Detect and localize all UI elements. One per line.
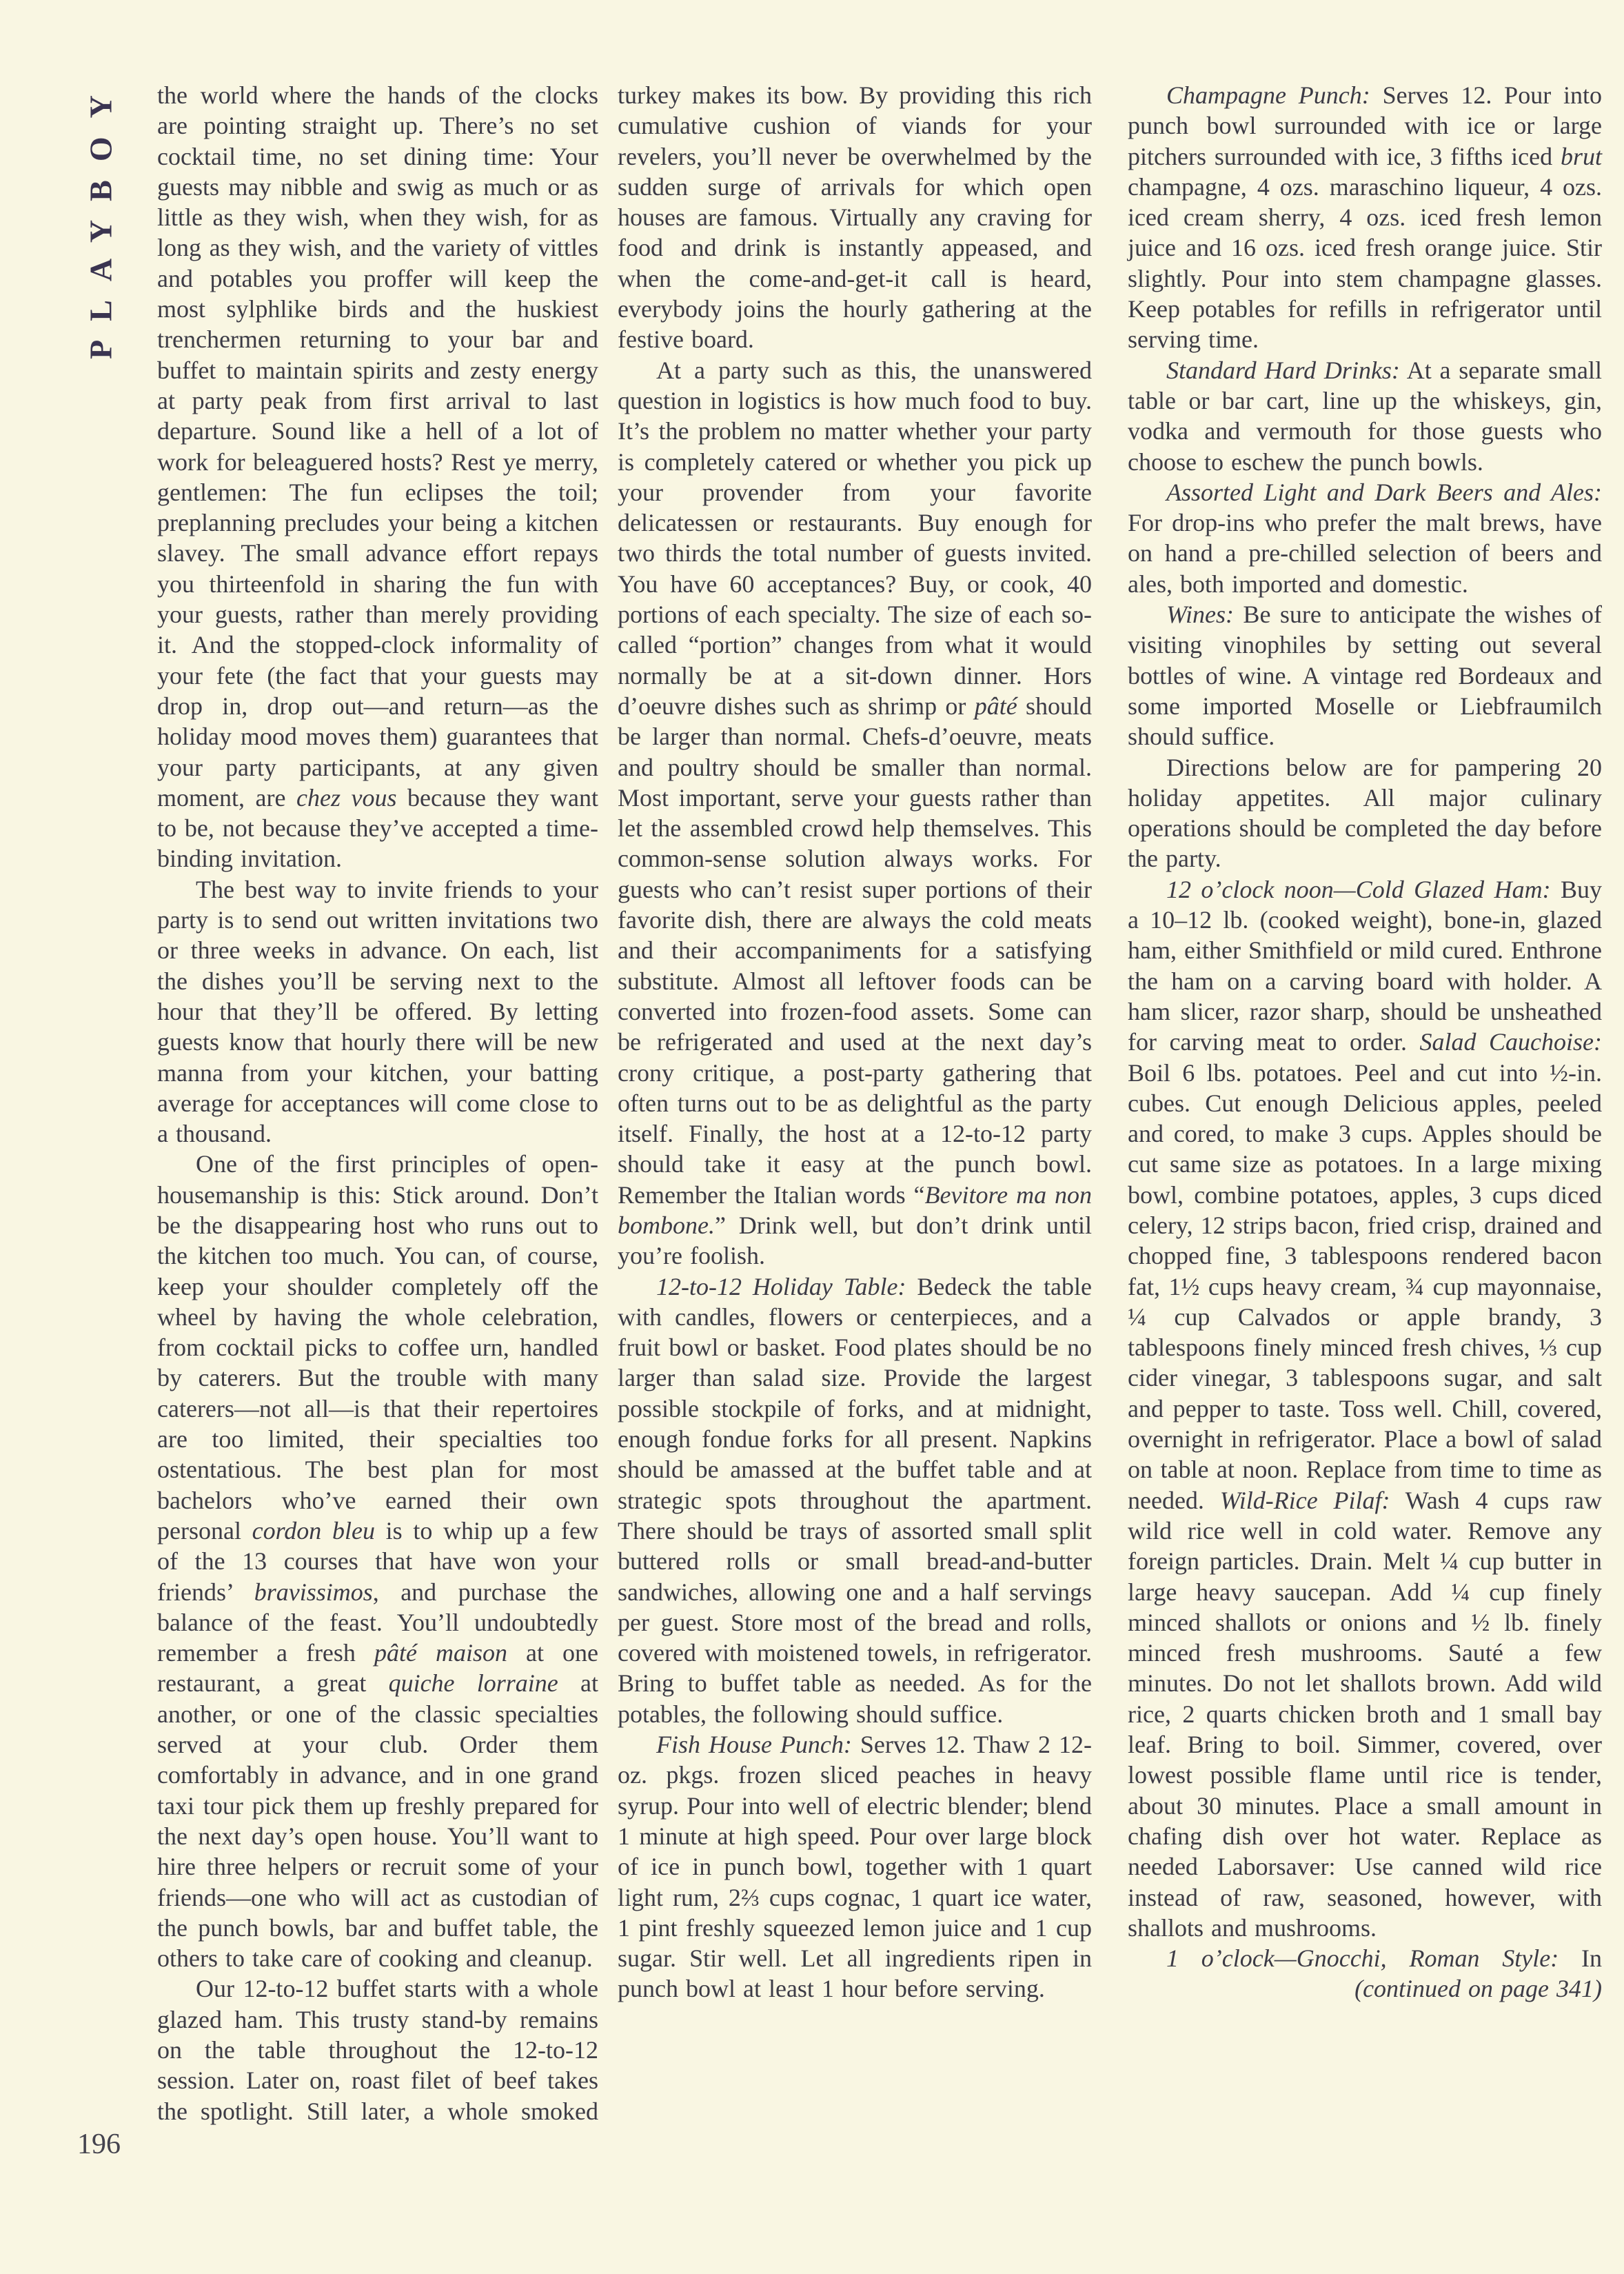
paragraph [1128, 1943, 1602, 1973]
italic-text-run: bravissimos [254, 1578, 373, 1606]
italic-text-run: quiche lorraine [388, 1669, 558, 1698]
text-run: the world where the hands of the clocks are pointing straight up. There’s no set cocktail time, no set dining time: Your guests may nibble and swig as much or as little as they wish, when they wish, for as long as they wish, and the variety of vittles and potables you proffer will keep the most sylphlike birds and the huskiest trenchermen returning to your bar and buffet to maintain spirits and zesty energy at party peak from first arrival to last departure. Sound like a hell of a lot of work for beleaguered hosts? Rest ye merry, gentlemen: The fun eclipses the toil; preplanning precludes your being a kitchen slavey. The small advance effort repays you thirteenfold in sharing the fun with your guests, rather than merely providing it. And the stopped-clock informality of your fete (the fact that your guests may drop in, drop out—and return—as the holiday mood moves them) guarantees that your party participants, at any given moment, are [157, 81, 598, 812]
magazine-spine-title: PLAYBOY [83, 77, 119, 359]
paragraph [618, 80, 1092, 355]
text-run: at one restaurant, a great [157, 1639, 599, 1698]
italic-text-run: chez vous [296, 783, 397, 812]
paragraph [157, 80, 598, 874]
article-text [157, 80, 1602, 2126]
paragraph [618, 1729, 1092, 2004]
text-run: The best way to invite friends to your party is to send out written invitations two or three weeks in advance. On each, list the dishes you’ll be serving next to the hour that they’ll be offered. By letting guests know that hourly there will be new manna from your kitchen, your batting average for acceptances will come close to a thousand. [157, 875, 598, 1148]
text-run: Bedeck the table with candles, flowers or centerpieces, and a fruit bowl or basket. Food plates should be no larger than salad size. Provide the largest possible stockpile of forks, and at midnight, enough fondue forks for all present. Napkins should be amassed at the buffet table and at strategic spots throughout the apartment. There should be trays of assorted small split buttered rolls or small bread-and-butter sandwiches, allowing one and a half servings per guest. Store most of the bread and rolls, covered with moistened towels, in refrigerator. Bring to buffet table as needed. As for the potables, the following should suffice. [618, 1272, 1092, 1728]
paragraph [618, 1271, 1092, 1729]
paragraph [157, 1973, 598, 2126]
paragraph [618, 355, 1092, 1271]
text-run: Serves 12. Pour into punch bowl surrounded with ice or large pitchers surrounded with ice, 3 fifths iced [1128, 81, 1602, 170]
italic-text-run: brut [1560, 142, 1602, 170]
text-column-1 [157, 80, 598, 2126]
italic-text-run: pâté maison [374, 1639, 507, 1667]
italic-text-run: Wild-Rice Pilaf: [1219, 1486, 1390, 1514]
italic-text-run: (continued on page 341) [1354, 1975, 1602, 2003]
italic-text-run: Fish House Punch: [656, 1731, 852, 1759]
text-run: champagne, 4 ozs. maraschino liqueur, 4 ozs. iced cream sherry, 4 ozs. iced fresh lemon juice and 16 ozs. iced fresh orange juice. Stir slightly. Pour into stem champagne glasses. Keep potables for refills in refrigerator until serving time. [1128, 172, 1602, 354]
text-run: Our 12-to-12 buffet starts with a whole glazed ham. This trusty stand-by remains on the table throughout the 12-to-12 session. Later on, roast filet of beef takes the spotlight. Still later, a whole smoked [157, 1975, 598, 2125]
italic-text-run: Standard Hard Drinks: [1166, 356, 1400, 384]
text-run: Be sure to anticipate the wishes of visiting vinophiles by setting out several bottles of wine. A vintage red Bordeaux and some imported Moselle or Liebfraumilch should suffice. [1128, 601, 1602, 751]
text-run: For drop-ins who prefer the malt brews, have on hand a pre-chilled selection of beers and ales, both imported and domestic. [1128, 509, 1602, 598]
paragraph [1128, 752, 1602, 874]
text-run: because they want to be, not because they’ve accepted a time-binding invitation. [157, 783, 598, 873]
text-run: should be larger than normal. Chefs-d’oeuvre, meats and poultry should be smaller than normal. Most important, serve your guests rather than let the assembled crowd help themselves. This common-sense solution always works. For guests who can’t resist super portions of their favorite dish, there are always the cold meats and their accompaniments for a satisfying substitute. Almost all leftover foods can be converted into frozen-food assets. Some can be refrigerated and used at the next day’s crony critique, a post-party gathering that often turns out to be as delightful as the party itself. Finally, the host at a 12-to-12 party should take it easy at the punch bowl. Remember the Italian words “ [618, 692, 1092, 1209]
italic-text-run: 1 o’clock—Gnocchi, Roman Style: [1166, 1944, 1559, 1973]
text-run: turkey makes its bow. By providing this rich cumulative cushion of viands for your revelers, you’ll never be overwhelmed by the sudden surge of arrivals for which open houses are famous. Virtually any craving for food and drink is instantly appeased, and when the come-and-get-it call is heard, everybody joins the hourly gathering at the festive board. [618, 81, 1092, 354]
text-run: One of the first principles of open-housemanship is this: Stick around. Don’t be the disappearing host who runs out to the kitchen too much. You can, of course, keep your shoulder completely off the wheel by having the whole celebration, from cocktail picks to coffee urn, handled by caterers. But the trouble with many caterers—not all—is that their repertoires are too limited, their specialties too ostentatious. The best plan for most bachelors who’ve earned their own personal [157, 1150, 598, 1544]
text-run: ” Drink well, but don’t drink until you’re foolish. [618, 1211, 1092, 1270]
italic-text-run: Wines: [1166, 601, 1234, 629]
paragraph [1128, 80, 1602, 355]
italic-text-run: cordon bleu [252, 1516, 375, 1544]
paragraph [1128, 874, 1602, 1943]
text-run: Boil 6 lbs. potatoes. Peel and cut into ½-in. cubes. Cut enough Delicious apples, peeled and cored, to make 3 cups. Apples should be cut same size as potatoes. In a large mixing bowl, combine potatoes, apples, 3 cups diced celery, 12 strips bacon, fried crisp, drained and chopped fine, 3 tablespoons rendered bacon fat, 1½ cups heavy cream, ¾ cup mayonnaise, ¼ cup Calvados or apple brandy, 3 tablespoons finely minced fresh chives, ⅓ cup cider vinegar, 3 tablespoons sugar, and salt and pepper to taste. Toss well. Chill, covered, overnight in refrigerator. Place a bowl of salad on table at noon. Replace from time to time as needed. [1128, 1058, 1602, 1514]
text-run: Serves 12. Thaw 2 12-oz. pkgs. frozen sliced peaches in heavy syrup. Pour into well of electric blender; blend 1 minute at high speed. Pour over large block of ice in punch bowl, together with 1 quart light rum, 2⅔ cups cognac, 1 quart ice water, 1 pint freshly squeezed lemon juice and 1 cup sugar. Stir well. Let all ingredients ripen in punch bowl at least 1 hour before serving. [618, 1731, 1093, 2003]
italic-text-run: 12 o’clock noon—Cold Glazed Ham: [1166, 875, 1551, 903]
text-column-3 [1128, 80, 1602, 2126]
paragraph [1128, 599, 1602, 752]
paragraph [157, 1149, 598, 1973]
text-run: is to whip up a few of the 13 courses that have won your friends’ [157, 1516, 598, 1606]
text-run: , and purchase the balance of the feast. You’ll undoubtedly remember a fresh [157, 1578, 598, 1667]
paragraph [157, 874, 598, 1149]
italic-text-run: 12-to-12 Holiday Table: [656, 1272, 906, 1300]
paragraph [1128, 355, 1602, 477]
page-number: 196 [77, 2129, 121, 2160]
paragraph [1128, 477, 1602, 599]
italic-text-run: Champagne Punch: [1166, 81, 1370, 109]
text-column-2 [618, 80, 1092, 2126]
text-run: Buy a 10–12 lb. (cooked weight), bone-in, glazed ham, either Smithfield or mild cured. Enthrone the ham on a carving board with holder. A ham slicer, razor sharp, should be unsheathed for carving meat to order. [1128, 875, 1603, 1056]
italic-text-run: Bevitore ma non bombone. [618, 1180, 1092, 1239]
italic-text-run: pâté [974, 692, 1017, 720]
paragraph [1128, 1973, 1602, 2004]
text-run: In [1559, 1944, 1602, 1973]
text-run: At a party such as this, the unanswered question in logistics is how much food to buy. It’s the problem no matter whether your party is completely catered or whether you pick up your provender from your favorite delicatessen or restaurants. Buy enough for two thirds the total number of guests invited. You have 60 acceptances? Buy, or cook, 40 portions of each specialty. The size of each so-called “portion” changes from what it would normally be at a sit-down dinner. Hors d’oeuvre dishes such as shrimp or [618, 356, 1092, 720]
text-run: at another, or one of the classic specialties served at your club. Order them comfortably in advance, and in one grand taxi tour pick them up freshly prepared for the next day’s open house. You’ll want to hire three helpers or recruit some of your friends—one who will act as custodian of the punch bowls, bar and buffet table, the others to take care of cooking and cleanup. [157, 1669, 598, 1973]
text-run: Wash 4 cups raw wild rice well in cold water. Remove any foreign particles. Drain. Melt ¼ cup butter in large heavy saucepan. Add ¼ cup finely minced shallots or onions and ½ lb. finely minced fresh mushrooms. Sauté a few minutes. Do not let shallots brown. Add wild rice, 2 quarts chicken broth and 1 small bay leaf. Bring to boil. Simmer, covered, over lowest possible flame until rice is tender, about 30 minutes. Place a small amount in chafing dish over hot water. Replace as needed Laborsaver: Use canned wild rice instead of raw, seasoned, however, with shallots and mushrooms. [1128, 1486, 1602, 1942]
text-run: At a separate small table or bar cart, line up the whiskeys, gin, vodka and vermouth for those guests who choose to eschew the punch bowls. [1128, 356, 1602, 476]
italic-text-run: Assorted Light and Dark Beers and Ales: [1166, 478, 1602, 506]
italic-text-run: Salad Cauchoise: [1419, 1028, 1602, 1056]
text-run: Directions below are for pampering 20 holiday appetites. All major culinary operations should be completed the day before the party. [1128, 753, 1602, 873]
